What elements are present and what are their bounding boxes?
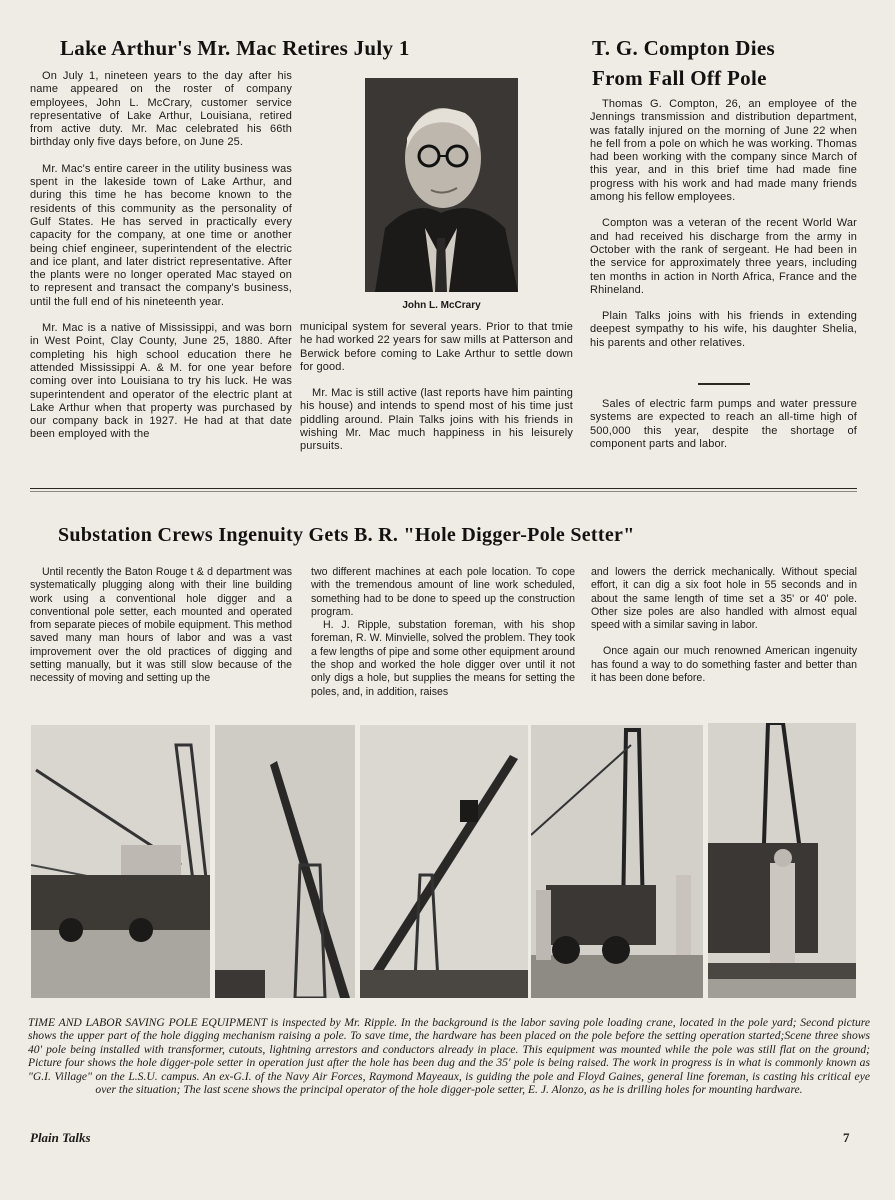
footer-publication-name: Plain Talks — [30, 1130, 91, 1145]
paragraph: Mr. Mac is still active (last reports have him painting his house) and intends to spend most of his time just piddling around. Plain Talks joins with his friends in wishing Mr. Mac much happiness in his leisurely pursuits. — [300, 387, 573, 453]
headline-hole-digger: Substation Crews Ingenuity Gets B. R. "Hole Digger-Pole Setter" — [58, 524, 635, 546]
article-hole-digger-column-2 — [311, 566, 575, 699]
section-divider — [30, 488, 857, 489]
headline-compton-line1: T. G. Compton Dies — [592, 36, 775, 60]
section-divider-second-line — [30, 491, 857, 492]
paragraph: H. J. Ripple, substation foreman, with his shop foreman, R. W. Minvielle, solved the problem. They took a few lengths of pipe and some other equipment around the shop and worked the hole digger over until it not only digs a hole, but supplies the means for setting the poles, and, in addition, raises — [311, 619, 575, 698]
paragraph: On July 1, nineteen years to the day after his name appeared on the roster of company employees, John L. McCrary, customer service representative of Lake Arthur, Louisiana, retired from active duty. Mr. Mac celebrated his 66th birthday only five days before, on June 25. — [30, 70, 292, 149]
photo-pole-loading-crane — [31, 725, 210, 998]
paragraph: two different machines at each pole location. To cope with the tremendous amount of line work scheduled, something had to be done to speed up the construction program. — [311, 566, 575, 618]
portrait-caption: John L. McCrary — [402, 300, 481, 311]
paragraph: Until recently the Baton Rouge t & d department was systematically plugging along with their line building work using a conventional hole digger and a conventional pole setter, each mounted and operated from separate pieces of mobile equipment. This method saved many man hours of labor and was a vast improvement over the old practices of digging and setting manually, but it was still slow because of the necessity of moving and setting up the — [30, 566, 292, 685]
article-mac-column-1 — [30, 70, 292, 442]
photo-pole-with-transformer — [360, 725, 528, 998]
filler-item-farm-pumps — [590, 398, 857, 451]
paragraph: Plain Talks joins with his friends in extending deepest sympathy to his wife, his daughter Shelia, his parents and other relatives. — [590, 310, 857, 349]
article-hole-digger-column-1 — [30, 566, 292, 686]
caption-body: is inspected by Mr. Ripple. In the background is the labor saving pole loading crane, located in the pole yard; Second picture shows the upper part of the hole digging mechanism raising a pole. To save time, the hardware has been placed on the pole before the setting operation started;Scene three shows 40' pole being installed with transformer, cutouts, lightning arrestors and conductors already in place. This equipment was mounted while the pole was still flat on the ground; Picture four shows the hole digger-pole setter in operation just after the hole has been dug and the 35' pole is being raised. The work in progress is in what is commonly known as "G.I. Village" on the L.S.U. campus. An ex-G.I. of the Navy Air Forces, Raymond Mayeaux, is guiding the pole and Floyd Gaines, general line foreman, is casting his critical eye over the situation; The last scene shows the principal operator of the hole digger-pole setter, E. J. Alonzo, as he is drilling holes for mounting hardware. — [28, 1016, 870, 1097]
short-divider — [698, 383, 750, 385]
paragraph: Compton was a veteran of the recent World War and had received his discharge from the army in October with the rank of sergeant. He had been in the service for approximately three years, including ten months in action in North Africa, France and the Rhineland. — [590, 217, 857, 296]
headline-mac-retires: Lake Arthur's Mr. Mac Retires July 1 — [60, 36, 410, 60]
article-compton-column — [590, 98, 857, 363]
headline-compton-line2: From Fall Off Pole — [592, 66, 767, 90]
paragraph: Mr. Mac's entire career in the utility business was spent in the lakeside town of Lake Arthur, and during this time he has become known to the residents of this community as the personality of Gulf States. He has served in practically every capacity for the company, at one time or another being chief engineer, superintendent of the electric and ice plant, and later district representative. After the plants were no longer operated Mac stayed on to represent and transact the company's business, until the full end of his nineteenth year. — [30, 162, 292, 308]
paragraph: Mr. Mac is a native of Mississippi, and was born in West Point, Clay County, June 25, 1880. After completing his high school education there he attended Mississippi A. & M. for one year before coming over into Louisiana to try his luck. He was superintendent and operator of the electric plant at Lake Arthur when that property was purchased by our company back in 1927. He had at that date been employed with the — [30, 322, 292, 441]
footer-page-number: 7 — [843, 1130, 850, 1145]
portrait-image — [365, 78, 518, 292]
paragraph: municipal system for several years. Prior to that tmie he had worked 22 years for saw mills at Patterson and Berwick before coming to Lake Arthur to settle down for good. — [300, 321, 573, 373]
portrait-photo-mccrary — [365, 78, 518, 292]
paragraph: Once again our much renowned American ingenuity has found a way to do something faster and better than it has been done before. — [591, 645, 857, 685]
photo-drilling-hardware-holes — [708, 723, 856, 998]
photo-pole-being-raised — [531, 725, 703, 998]
photo-hole-digging-mechanism — [215, 725, 355, 998]
caption-lead: TIME AND LABOR SAVING POLE EQUIPMENT — [28, 1016, 267, 1029]
paragraph: Thomas G. Compton, 26, an employee of the Jennings transmission and distribution department, was fatally injured on the morning of June 22 when he fell from a pole on which he was working. Thomas had been working with the company since March of this year, and in this brief time had made fine progress with his work and had made many friends among his fellow employees. — [590, 98, 857, 204]
photo-caption — [28, 1016, 870, 1096]
article-mac-column-2 — [300, 321, 573, 467]
paragraph: and lowers the derrick mechanically. Without special effort, it can dig a six foot hole in 55 seconds and in about the same length of time set a 35' or 40' pole. Other size poles are also handled with almost equal speed with a similar saving in labor. — [591, 566, 857, 632]
paragraph: Sales of electric farm pumps and water pressure systems are expected to reach an all-time high of 500,000 this year, despite the shortage of component parts and labor. — [590, 398, 857, 450]
article-hole-digger-column-3 — [591, 566, 857, 685]
